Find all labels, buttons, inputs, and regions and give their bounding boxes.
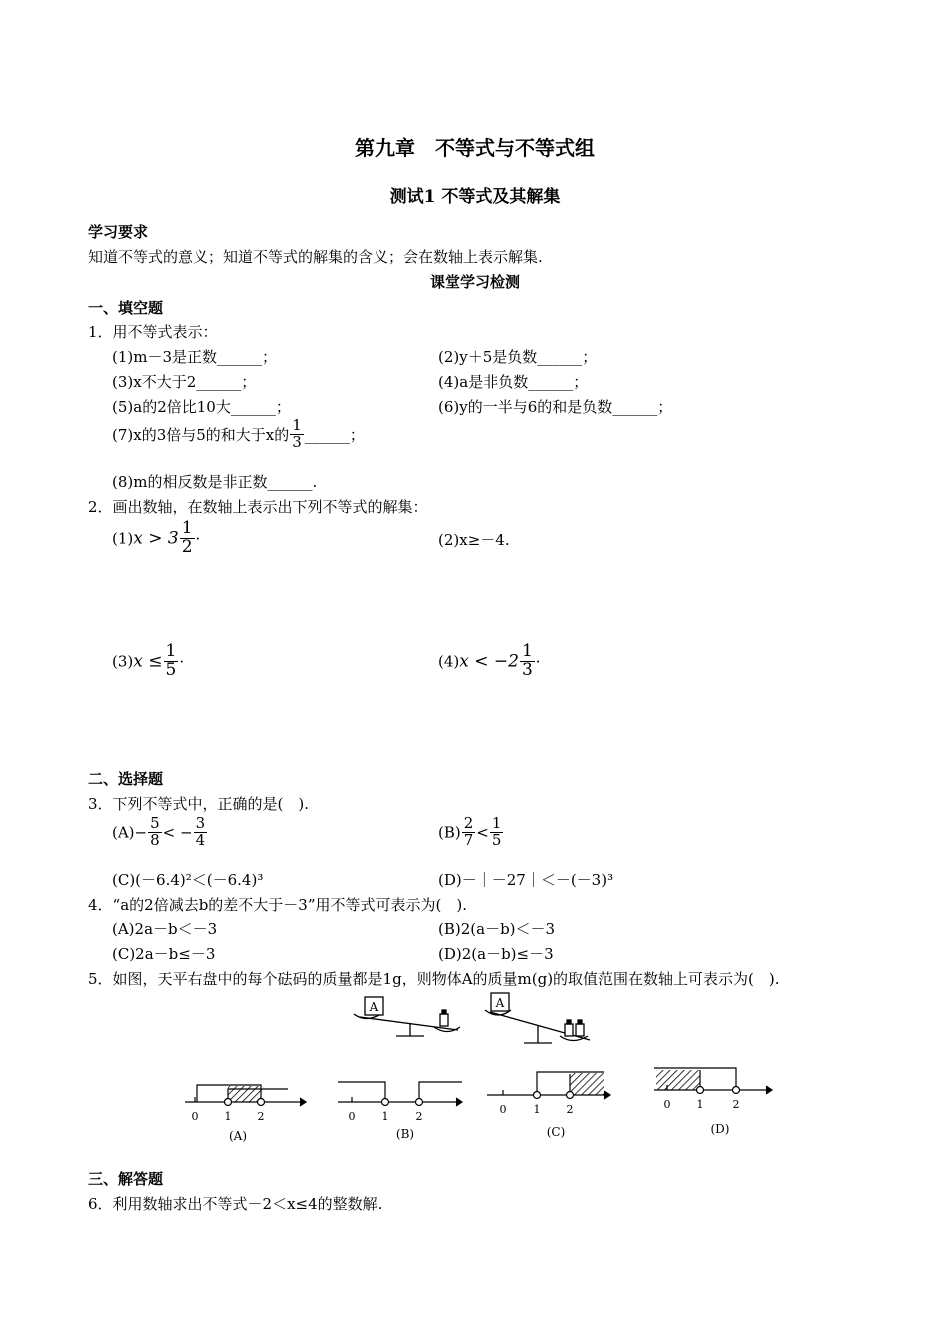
q1-item-5: (5)a的2倍比10大______；: [112, 398, 291, 416]
line-a-tick-2: 2: [257, 1110, 265, 1123]
q3-option-d: (D)－｜－27｜＜－(－3)³: [438, 871, 614, 889]
line-d-tick-1: 1: [696, 1098, 704, 1111]
number-line-b: [338, 1082, 462, 1106]
section3-heading: 三、解答题: [88, 1170, 164, 1188]
requirements-text: 知道不等式的意义；知道不等式的解集的含义；会在数轴上表示解集.: [88, 248, 543, 266]
chapter-title: 第九章 不等式与不等式组: [355, 136, 595, 160]
number-line-c: [487, 1072, 610, 1099]
requirements-heading: 学习要求: [88, 223, 149, 241]
line-b-tick-1: 1: [381, 1110, 389, 1123]
number-line-a: [185, 1085, 306, 1106]
q1-item-1: (1)m－3是正数______；: [112, 348, 278, 366]
q1-item-7-suffix: ______；: [304, 425, 365, 444]
fraction-one-third: $\frac{1}{3}$: [292, 416, 302, 451]
line-a-tick-1: 1: [224, 1110, 232, 1123]
q3-stem: 3．下列不等式中，正确的是( ).: [88, 795, 310, 813]
line-c-tick-2: 2: [566, 1103, 574, 1116]
balance-2-box-label: A: [495, 996, 505, 1010]
q3-option-c: (C)(－6.4)²＜(－6.4)³: [112, 871, 264, 889]
line-d-tick-2: 2: [732, 1098, 740, 1111]
q1-item-4: (4)a是非负数______；: [438, 373, 589, 391]
test-title: 测试1 不等式及其解集: [389, 187, 561, 207]
q4-option-c: (C)2a－b≤－3: [112, 945, 216, 963]
q2-part-1: (1)x > 3 $\frac{1}{2}$ ·: [112, 518, 201, 557]
q1-item-8: (8)m的相反数是非正数______.: [112, 473, 318, 491]
fraction-one-third-b: $\frac{1}{3}$: [521, 641, 533, 680]
classroom-heading: 课堂学习检测: [429, 273, 520, 291]
q1-item-7-prefix: (7)x的3倍与5的和大于x的: [112, 425, 290, 444]
fraction-one-fifth: $\frac{1}{5}$: [165, 641, 177, 680]
line-b-tick-0: 0: [348, 1110, 356, 1123]
q1-item-6: (6)y的一半与6的和是负数______；: [438, 398, 673, 416]
section2-heading: 二、选择题: [88, 770, 164, 788]
q2-part-2: (2)x≥－4.: [438, 531, 510, 549]
q3-option-a: (A)− $\frac{5}{8}$ < − $\frac{3}{4}$: [112, 814, 206, 849]
q4-option-b: (B)2(a－b)＜－3: [438, 920, 556, 938]
q5-stem: 5．如图，天平右盘中的每个砝码的质量都是1g，则物体A的质量m(g)的取值范围在数轴上可表示为( ).: [88, 970, 780, 988]
q1-item-2: (2)y＋5是负数______；: [438, 348, 598, 366]
q2-part-4: (4)x < −2 $\frac{1}{3}$ ·: [438, 641, 541, 680]
line-d-label: (D): [710, 1122, 730, 1136]
line-c-tick-0: 0: [499, 1103, 507, 1116]
section1-heading: 一、填空题: [88, 299, 164, 317]
line-a-label: (A): [228, 1129, 248, 1143]
line-b-tick-2: 2: [415, 1110, 423, 1123]
fraction-one-half: $\frac{1}{2}$: [181, 518, 193, 557]
q4-option-d: (D)2(a－b)≤－3: [438, 945, 554, 963]
balance-1-box-label: A: [369, 1000, 379, 1014]
line-a-tick-0: 0: [191, 1110, 199, 1123]
q3-option-b: (B) $\frac{2}{7}$ < $\frac{1}{5}$: [438, 814, 502, 849]
q2-part-3: (3)x ≤ $\frac{1}{5}$ ·: [112, 641, 185, 680]
q1-item-3: (3)x不大于2______；: [112, 373, 257, 391]
q2-stem: 2．画出数轴，在数轴上表示出下列不等式的解集：: [88, 498, 428, 516]
q6-text: 6．利用数轴求出不等式－2＜x≤4的整数解.: [88, 1195, 383, 1213]
q5-figure: [0, 990, 950, 1150]
q4-option-a: (A)2a－b＜－3: [112, 920, 218, 938]
q1-stem: 1．用不等式表示：: [88, 323, 218, 341]
number-line-d: [654, 1068, 772, 1094]
line-c-tick-1: 1: [533, 1103, 541, 1116]
q4-stem: 4．“a的2倍减去b的差不大于－3”用不等式可表示为( ).: [88, 896, 467, 914]
line-c-label: (C): [546, 1125, 566, 1139]
q1-item-7: [112, 418, 365, 451]
line-d-tick-0: 0: [663, 1098, 671, 1111]
line-b-label: (B): [395, 1127, 415, 1141]
